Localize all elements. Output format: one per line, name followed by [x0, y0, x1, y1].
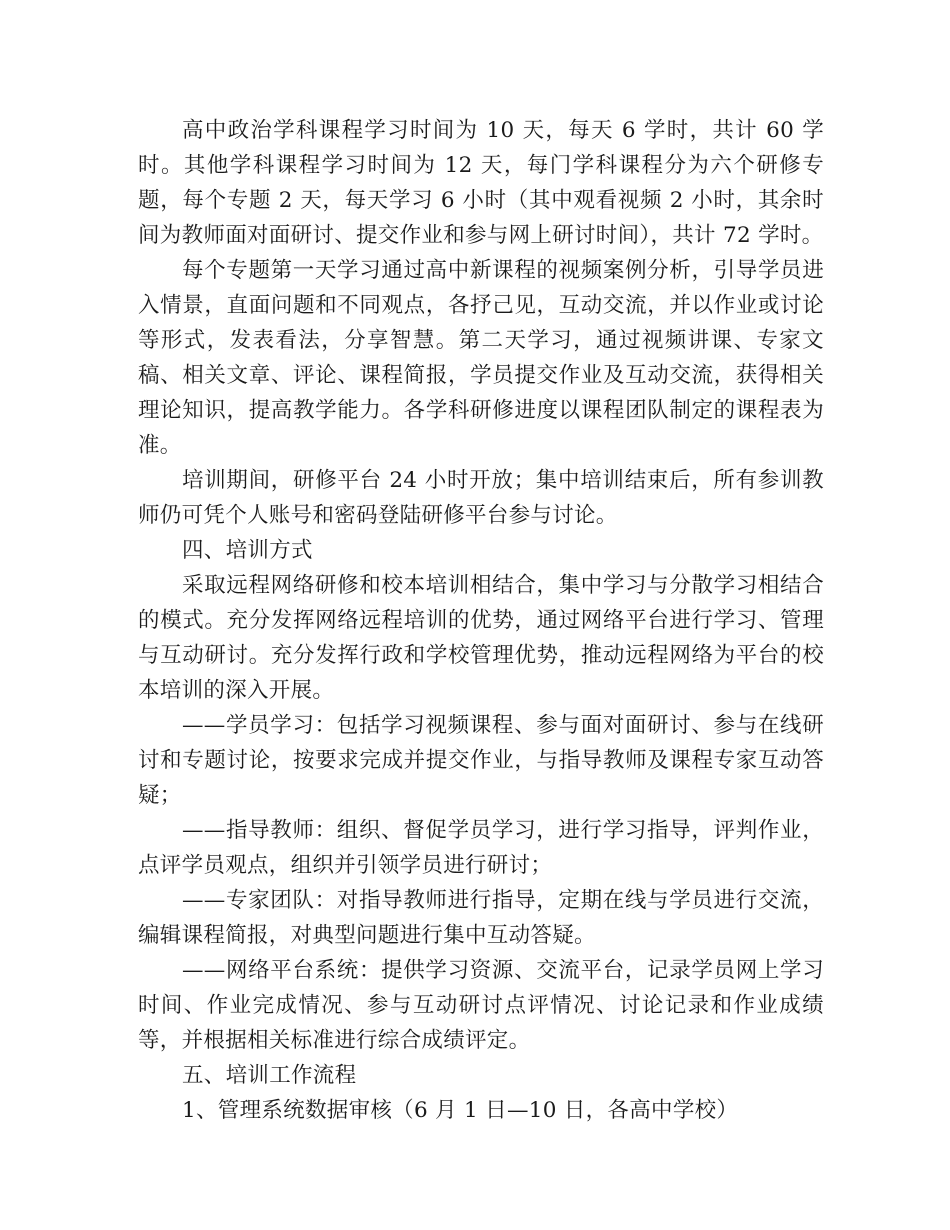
paragraph-platform-system: ——网络平台系统：提供学习资源、交流平台，记录学员网上学习时间、作业完成情况、参与互动研讨点评情况、讨论记录和作业成绩等，并根据相关标准进行综合成绩评定。: [138, 958, 824, 1053]
paragraph-instructor-role: ——指导教师：组织、督促学员学习，进行学习指导，评判作业，点评学员观点，组织并引领学员进行研讨；: [138, 818, 824, 878]
section-heading-training-method: 四、培训方式: [182, 538, 313, 563]
section-heading-workflow: 五、培训工作流程: [182, 1063, 357, 1088]
list-item-data-review: 1、管理系统数据审核（6 月 1 日—10 日，各高中学校）: [182, 1098, 739, 1123]
paragraph-training-mode: 采取远程网络研修和校本培训相结合，集中学习与分散学习相结合的模式。充分发挥网络远程培训的优势，通过网络平台进行学习、管理与互动研讨。充分发挥行政和学校管理优势，推动远程网络为平台的校本培训的深入开展。: [138, 573, 824, 703]
paragraph-platform-access: 培训期间，研修平台 24 小时开放；集中培训结束后，所有参训教师仍可凭个人账号和密码登陆研修平台参与讨论。: [138, 468, 824, 528]
paragraph-trainee-learning: ——学员学习：包括学习视频课程、参与面对面研讨、参与在线研讨和专题讨论，按要求完成并提交作业，与指导教师及课程专家互动答疑；: [138, 713, 824, 808]
paragraph-expert-team: ——专家团队：对指导教师进行指导，定期在线与学员进行交流，编辑课程简报，对典型问题进行集中互动答疑。: [138, 888, 824, 948]
paragraph-study-hours: 高中政治学科课程学习时间为 10 天，每天 6 学时，共计 60 学时。其他学科课程学习时间为 12 天，每门学科课程分为六个研修专题，每个专题 2 天，每天学习 6 小时（其中观看视频 2 小时，其余时间为教师面对面研讨、提交作业和参与网上研讨时间），共计 72 学时。: [138, 118, 824, 248]
paragraph-topic-schedule: 每个专题第一天学习通过高中新课程的视频案例分析，引导学员进入情景，直面问题和不同观点，各抒己见，互动交流，并以作业或讨论等形式，发表看法，分享智慧。第二天学习，通过视频讲课、专家文稿、相关文章、评论、课程简报，学员提交作业及互动交流，获得相关理论知识，提高教学能力。各学科研修进度以课程团队制定的课程表为准。: [138, 258, 824, 458]
document-body: [138, 113, 824, 1128]
